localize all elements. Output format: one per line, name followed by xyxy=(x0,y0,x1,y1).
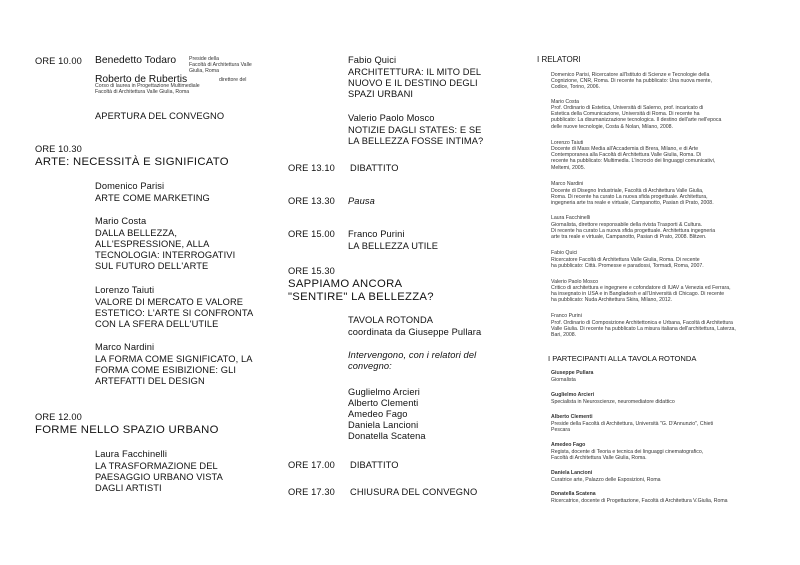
bio: Giornalista xyxy=(551,377,576,383)
talk-title: LA FORMA COME SIGNIFICATO, LA FORMA COME ESIBIZIONE: GLI ARTEFATTI DEL DESIGN xyxy=(95,354,253,386)
roundtable-intro: Intervengono, con i relatori del convegno: xyxy=(348,350,477,371)
bio-name: Daniela Lancioni xyxy=(551,470,593,476)
bio: Domenico Parisi, Ricercatore all'Istituto di Scienze e Tecnologie della Cognizione, CNR, Roma. Di recente ha pubblicato: Una nuova mente, Codice, Torino, 2006. xyxy=(551,72,712,91)
speaker-name: Franco Purini xyxy=(348,229,405,239)
bio: Preside della Facoltà di Architettura, Università "G. D'Annunzio", Chieti Pescara xyxy=(551,421,714,434)
bio: Critico di architettura e ingegnere e cofondatore di IUAV a Venezia ed Ferrara, ha insegnato in USA e in Bangladesh e all'Università di Chicago. Di recente ha pubblicato: Nuda Architettura Skira, Milano, 2012. xyxy=(551,285,731,304)
talk-title: LA BELLEZZA UTILE xyxy=(348,241,439,251)
talk-title: ARCHITETTURA: IL MITO DEL NUOVO E IL DESTINO DEGLI SPAZI URBANI xyxy=(348,67,482,99)
bio: Giornalista, direttore responsabile della rivista Trasporti & Cultura. Di recente ha curato La nuova sfida progettuale. Architettura ingegneria arte tra reale e virtuale, Campanotto, Pasian di Prato, 2008. Blitzen. xyxy=(551,222,716,241)
speaker-name: Roberto de Rubertis xyxy=(95,74,188,85)
bio: Prof. Ordinario di Composizione Architettonica e Urbana, Facoltà di Architettura Valle Giulia. Di recente ha pubblicato La misura italiana dell'architettura, Laterza, Bari, 2008. xyxy=(551,320,736,339)
bio: Docente di Mass Media all'Accademia di Brera, Milano, e di Arte Contemporanea alla Facoltà di Architettura Valle Giulia, Roma. Di recente ha pubblicato: Multimedia. L'incrocio dei linguaggi comunicativi, Meltemi, 2005. xyxy=(551,146,716,171)
bio: Regista, docente di Teoria e tecnica dei linguaggi cinematografico, Facoltà di Architettura Valle Giulia, Roma. xyxy=(551,449,704,462)
talk-title: ARTE COME MARKETING xyxy=(95,193,210,203)
bio: Prof. Ordinario di Estetica, Università di Salerno, prof. incaricato di Estetica della Comunicazione, Università di Roma. Di recente ha pubblicato: La disumanizzazione tecnologica. Il destino dell'arte nell'epoca delle nuove tecnologie, Costa & Nolan, Milano, 2008. xyxy=(551,105,722,130)
speaker-name: Mario Costa xyxy=(95,216,147,226)
speaker-name: Lorenzo Taiuti xyxy=(95,285,155,295)
time-label: ORE 17.00 xyxy=(288,460,335,470)
event-label: DIBATTITO xyxy=(350,163,399,173)
bio-name: Giuseppe Pullara xyxy=(551,370,594,376)
event-label: CHIUSURA DEL CONVEGNO xyxy=(350,487,478,497)
bio-name: Fabio Quici xyxy=(551,250,578,256)
event-label: DIBATTITO xyxy=(350,460,399,470)
time-label: ORE 10.30 xyxy=(35,144,82,154)
relatori-heading: I RELATORI xyxy=(537,55,581,64)
bio-name: Mario Costa xyxy=(551,99,579,105)
roundtable-title: TAVOLA ROTONDA xyxy=(348,315,434,325)
speaker-name: Domenico Parisi xyxy=(95,181,165,191)
time-label: ORE 12.00 xyxy=(35,412,82,422)
bio-name: Valerio Paolo Mosco xyxy=(551,279,599,285)
talk-title: DALLA BELLEZZA, ALL'ESPRESSIONE, ALLA TECNOLOGIA: INTERROGATIVI SUL FUTURO DELL'ARTE xyxy=(95,228,236,271)
section-heading: ARTE: NECESSITÀ E SIGNIFICATO xyxy=(35,156,229,168)
section-heading: SAPPIAMO ANCORA "SENTIRE" LA BELLEZZA? xyxy=(288,278,434,303)
bio-name: Franco Purini xyxy=(551,313,582,319)
talk-title: NOTIZIE DAGLI STATES: E SE LA BELLEZZA FOSSE INTIMA? xyxy=(348,125,484,146)
talk-title: VALORE DI MERCATO E VALORE ESTETICO: L'ARTE SI CONFRONTA CON LA SFERA DELL'UTILE xyxy=(95,297,254,329)
roundtable-coordinator: coordinata da Giuseppe Pullara xyxy=(348,327,482,337)
speaker-name: Valerio Paolo Mosco xyxy=(348,113,435,123)
speaker-role: Preside della Facoltà di Architettura Valle Giulia, Roma xyxy=(189,56,252,75)
time-label: ORE 13.30 xyxy=(288,196,335,206)
bio-name: Guglielmo Arcieri xyxy=(551,392,595,398)
time-label: ORE 17.30 xyxy=(288,487,335,497)
speaker-role: direttore del Corso di laurea in Progettazione Multimediale Facoltà di Architettura Valle Giulia, Roma xyxy=(95,77,247,96)
speaker-name: Laura Facchinelli xyxy=(95,449,167,459)
roundtable-participants: Guglielmo Arcieri Alberto Clementi Amedeo Fago Daniela Lancioni Donatella Scatena xyxy=(348,387,426,441)
time-label: ORE 10.00 xyxy=(35,56,82,66)
talk-title: LA TRASFORMAZIONE DEL PAESAGGIO URBANO VISTA DAGLI ARTISTI xyxy=(95,461,223,493)
bio-name: Marco Nardini xyxy=(551,181,584,187)
bio-name: Lorenzo Taiuti xyxy=(551,140,584,146)
time-label: ORE 15.00 xyxy=(288,229,335,239)
speaker-name: Fabio Quici xyxy=(348,55,397,65)
bio-name: Amedeo Fago xyxy=(551,442,586,448)
bio: Specialista in Neuroscienze, neuromediatore didattico xyxy=(551,399,675,405)
bio-name: Laura Facchinelli xyxy=(551,215,591,221)
bio: Ricercatrice, docente di Progettazione, Facoltà di Architettura V.Giulia, Roma xyxy=(551,498,728,504)
bio: Ricercatore Facoltà di Architettura Valle Giulia, Roma. Di recente ha pubblicato: Città. Promesse e paradossi, Tormadi, Roma, 2007. xyxy=(551,257,704,270)
event-label: Pausa xyxy=(348,196,375,206)
section-heading: FORME NELLO SPAZIO URBANO xyxy=(35,424,219,436)
time-label: ORE 13.10 xyxy=(288,163,335,173)
speaker-name: Marco Nardini xyxy=(95,342,155,352)
partecipanti-heading: I PARTECIPANTI ALLA TAVOLA ROTONDA xyxy=(548,354,697,363)
bio-name: Donatella Scatena xyxy=(551,491,596,497)
time-label: ORE 15.30 xyxy=(288,266,335,276)
speaker-name: Benedetto Todaro xyxy=(95,55,177,66)
bio: Curatrice arte, Palazzo delle Esposizioni, Roma xyxy=(551,477,661,483)
bio-name: Alberto Clementi xyxy=(551,414,593,420)
session-title: APERTURA DEL CONVEGNO xyxy=(95,111,225,121)
bio: Docente di Disegno Industriale, Facoltà di Architettura Valle Giulia, Roma. Di recente ha curato La nuova sfida progettuale. Architettura, ingegneria arte tra reale e virtuale, Campanotto, Pasian di Prato, 2008. xyxy=(551,188,714,207)
